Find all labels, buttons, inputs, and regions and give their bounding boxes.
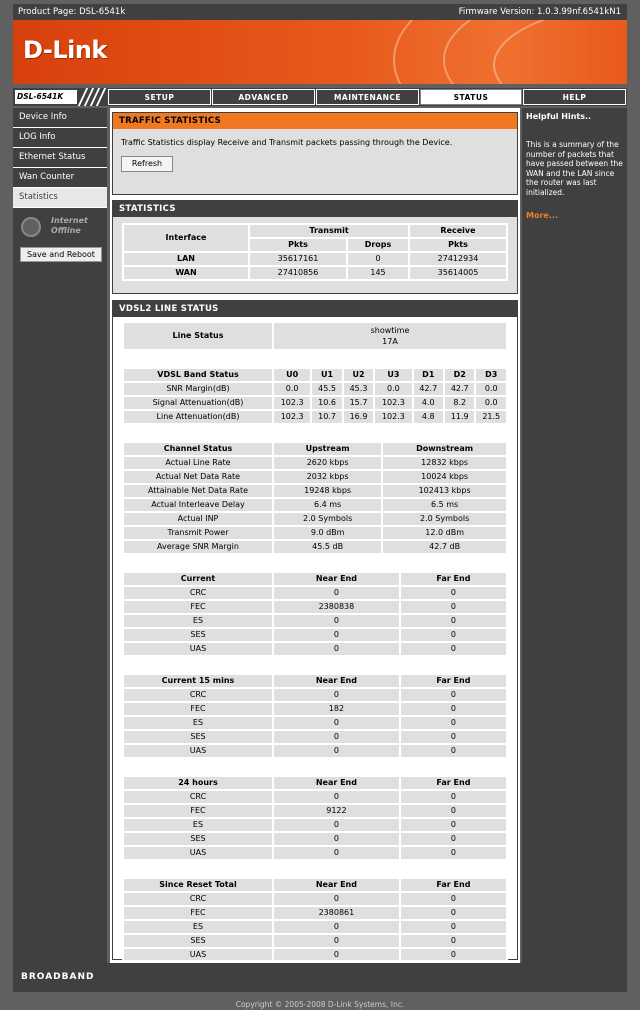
broadband-label: BROADBAND [21,972,95,982]
table-row: FEC 2380838 0 [124,601,506,613]
table-row: FEC 2380861 0 [124,907,506,919]
table-row: Average SNR Margin 45.5 dB 42.7 dB [124,541,506,553]
dlink-logo: D-Link [23,36,107,64]
brand-banner [13,20,627,84]
line-status-table: Line Status showtime 17A [122,321,508,351]
sidebar-item-device-info[interactable]: Device Info [13,108,107,128]
statistics-table: Interface Transmit Receive Pkts Drops Pkts LAN 35617161 0 27412934 WAN 27410856 145 35614005 [122,223,508,281]
channel-status-table: Channel Status Upstream Downstream Actual Line Rate 2620 kbps 12832 kbps Actual Net Data Rate 2032 kbps 10024 kbps Attainable Net Data Rate 19248 kbps 102413 kbps Actual Interleave Delay 6.4 ms 6.5 ms Actual INP 2.0 Symbols 2.0 Symbols Transmit Power 9.0 dBm 12.0 dBm Average SNR Margin 45.5 dB 42.7 dB [122,441,508,555]
table-row: CRC 0 0 [124,791,506,803]
traffic-statistics-section [112,112,518,195]
traffic-statistics-title: TRAFFIC STATISTICS [113,113,517,129]
save-and-reboot-button[interactable]: Save and Reboot [20,247,102,262]
table-row: CRC 0 0 [124,893,506,905]
traffic-description: Traffic Statistics display Receive and Transmit packets passing through the Device. [121,138,453,147]
tab-advanced[interactable]: ADVANCED [212,89,315,105]
current-counters-table: Current Near End Far End CRC 0 0 FEC 2380838 0 ES 0 0 SES 0 0 UAS 0 0 [122,571,508,657]
top-nav [13,88,627,106]
since-reset-total-counters-table: Since Reset Total Near End Far End CRC 0 0 FEC 2380861 0 ES 0 0 SES 0 0 UAS 0 0 [122,877,508,963]
firmware-version: Firmware Version: 1.0.3.99nf.6541kN1 [458,7,621,17]
internet-status-text: Internet Offline [51,216,88,235]
hints-text: This is a summary of the number of packets that have passed between the WAN and the LAN since the router was last initialized. [526,140,623,197]
copyright: Copyright © 2005-2008 D-Link Systems, Inc. [235,1000,405,1009]
table-row: ES 0 0 [124,819,506,831]
model-label: DSL-6541K [15,90,77,104]
table-row: ES 0 0 [124,615,506,627]
table-row: SNR Margin(dB) 0.0 45.5 45.3 0.0 42.7 42.7 0.0 [124,383,506,395]
table-row: Actual INP 2.0 Symbols 2.0 Symbols [124,513,506,525]
table-row: ES 0 0 [124,717,506,729]
table-row: Transmit Power 9.0 dBm 12.0 dBm [124,527,506,539]
sidebar-item-ethernet-status[interactable]: Ethernet Status [13,148,107,168]
hints-title: Helpful Hints.. [526,112,592,121]
table-row: Signal Attenuation(dB) 102.3 10.6 15.7 102.3 4.0 8.2 0.0 [124,397,506,409]
table-row: Actual Line Rate 2620 kbps 12832 kbps [124,457,506,469]
helpful-hints-panel [522,108,627,963]
table-row: CRC 0 0 [124,689,506,701]
table-row: SES 0 0 [124,833,506,845]
24-hours-counters-table: 24 hours Near End Far End CRC 0 0 FEC 9122 0 ES 0 0 SES 0 0 UAS 0 0 [122,775,508,861]
current-15-mins-counters-table: Current 15 mins Near End Far End CRC 0 0 FEC 182 0 ES 0 0 SES 0 0 UAS 0 0 [122,673,508,759]
table-row: UAS 0 0 [124,949,506,961]
tab-status[interactable]: STATUS [420,89,522,105]
table-row: FEC 9122 0 [124,805,506,817]
table-row: UAS 0 0 [124,643,506,655]
sidebar-item-statistics[interactable]: Statistics [13,188,107,208]
vdsl-band-status-table: VDSL Band Status U0 U1 U2 U3 D1 D2 D3 SNR Margin(dB) 0.0 45.5 45.3 0.0 42.7 42.7 0.0 Signal Attenuation(dB) 102.3 10.6 15.7 102.3 4.0 8.2 0.0 Line Attenuation(dB) 102.3 10.7 16.9 102.3 4.8 11.9 21.5 [122,367,508,425]
table-row: SES 0 0 [124,731,506,743]
vdsl2-line-status-section [112,300,518,960]
statistics-section [112,200,518,294]
footer-bar [13,963,627,992]
tab-help[interactable]: HELP [523,89,626,105]
table-row: WAN 27410856 145 35614005 [124,267,506,279]
tab-setup[interactable]: SETUP [108,89,211,105]
table-row: CRC 0 0 [124,587,506,599]
table-row: ES 0 0 [124,921,506,933]
refresh-button[interactable]: Refresh [121,156,173,172]
sidebar [13,108,107,963]
internet-status [21,215,99,239]
top-bar [13,4,627,20]
table-row: Actual Net Data Rate 2032 kbps 10024 kbps [124,471,506,483]
tab-maintenance[interactable]: MAINTENANCE [316,89,419,105]
table-row: LAN 35617161 0 27412934 [124,253,506,265]
globe-icon [21,217,41,237]
vdsl2-line-status-title: VDSL2 LINE STATUS [113,301,517,317]
product-page-label: Product Page: DSL-6541k [18,7,126,17]
table-row: UAS 0 0 [124,847,506,859]
table-row: FEC 182 0 [124,703,506,715]
sidebar-item-wan-counter[interactable]: Wan Counter [13,168,107,188]
sidebar-item-log-info[interactable]: LOG Info [13,128,107,148]
table-row: Attainable Net Data Rate 19248 kbps 102413 kbps [124,485,506,497]
statistics-title: STATISTICS [113,201,517,217]
table-row: UAS 0 0 [124,745,506,757]
more-link[interactable]: More... [526,211,558,220]
table-row: Line Attenuation(dB) 102.3 10.7 16.9 102.3 4.8 11.9 21.5 [124,411,506,423]
main-content [110,108,520,963]
table-row: SES 0 0 [124,629,506,641]
table-row: Actual Interleave Delay 6.4 ms 6.5 ms [124,499,506,511]
table-row: SES 0 0 [124,935,506,947]
